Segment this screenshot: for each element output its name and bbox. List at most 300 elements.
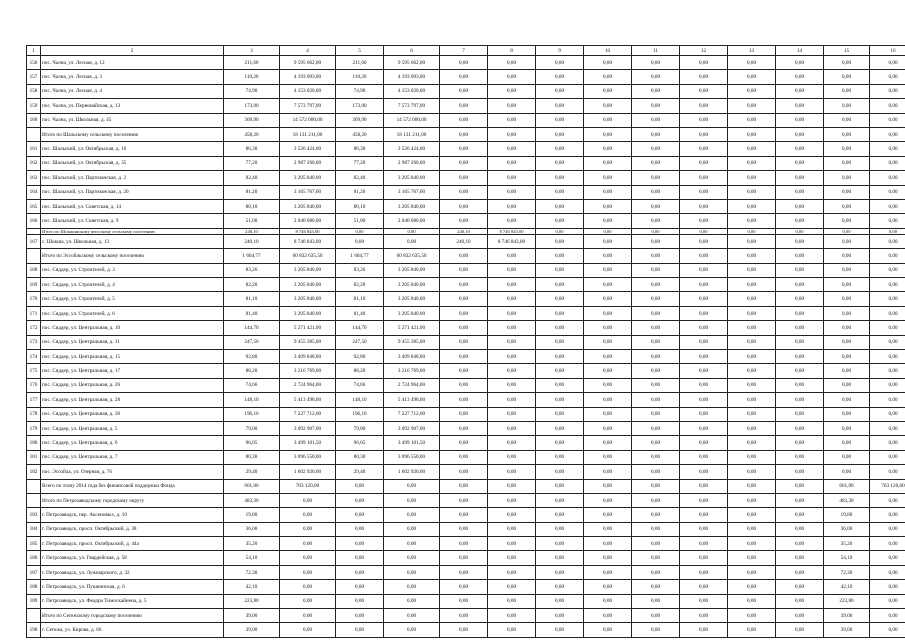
value-cell: 0,00 [280, 537, 336, 551]
value-cell: 0,00 [488, 292, 536, 306]
value-cell: 0,00 [824, 185, 870, 199]
address-cell: г. Петрозаводск, ул. Луначарского, д. 32 [41, 565, 224, 579]
row-number-cell: 160 [27, 113, 41, 127]
value-cell: 0,00 [536, 234, 584, 248]
address-cell: Всего по этапу 2014 года без финансовой поддержки Фонда [41, 479, 224, 493]
value-cell: 1 602 920,00 [280, 465, 336, 479]
value-cell: 0,00 [870, 335, 905, 349]
value-cell: 82,40 [224, 171, 280, 185]
value-cell: 0,00 [870, 594, 905, 608]
value-cell: 0,00 [280, 623, 336, 637]
value-cell: 0,00 [632, 436, 680, 450]
value-cell: 35,20 [224, 537, 280, 551]
value-cell: 173,00 [336, 99, 384, 113]
value-cell: 0,00 [584, 185, 632, 199]
table-row [27, 335, 905, 349]
value-cell: 9 595 662,00 [280, 56, 336, 70]
value-cell: 0,00 [870, 623, 905, 637]
value-cell: 0,00 [536, 84, 584, 98]
value-cell: 0,00 [584, 522, 632, 536]
value-cell: 0,00 [728, 292, 776, 306]
value-cell: 86,30 [224, 142, 280, 156]
value-cell: 0,00 [584, 292, 632, 306]
value-cell: 0,00 [536, 306, 584, 320]
value-cell: 0,00 [728, 84, 776, 98]
value-cell: 0,00 [728, 450, 776, 464]
value-cell: 0,00 [488, 407, 536, 421]
value-cell: 74,90 [336, 84, 384, 98]
value-cell: 0,00 [728, 156, 776, 170]
value-cell: 0,00 [536, 228, 584, 234]
value-cell: 0,00 [440, 565, 488, 579]
value-cell: 0,00 [824, 99, 870, 113]
column-header: 5 [336, 46, 384, 56]
value-cell: 0,00 [870, 142, 905, 156]
value-cell: 4 193 093,00 [280, 70, 336, 84]
row-number-cell: 178 [27, 407, 41, 421]
row-number-cell [27, 249, 41, 263]
value-cell: 3 526 424,00 [280, 142, 336, 156]
value-cell: 54,10 [824, 551, 870, 565]
value-cell: 0,00 [440, 292, 488, 306]
value-cell: 0,00 [776, 364, 824, 378]
value-cell: 0,00 [632, 263, 680, 277]
value-cell: 3 499 101,50 [280, 436, 336, 450]
value-cell: 0,00 [536, 508, 584, 522]
column-header: 15 [824, 46, 870, 56]
table-row [27, 234, 905, 248]
value-cell: 0,00 [632, 551, 680, 565]
value-cell: 0,00 [488, 623, 536, 637]
value-cell: 0,00 [680, 623, 728, 637]
value-cell: 0,00 [824, 113, 870, 127]
address-cell: г. Петрозаводск, ул. Пушкинская, д. 6 [41, 580, 224, 594]
value-cell: 703 120,00 [870, 479, 905, 493]
value-cell: 0,00 [680, 350, 728, 364]
value-cell: 0,00 [680, 321, 728, 335]
row-number-cell: 185 [27, 537, 41, 551]
value-cell: 0,00 [632, 56, 680, 70]
value-cell: 0,00 [870, 551, 905, 565]
housing-program-table [26, 45, 905, 638]
value-cell: 0,00 [584, 214, 632, 228]
value-cell: 82,20 [336, 278, 384, 292]
value-cell: 3 205 840,00 [384, 292, 440, 306]
value-cell: 2 040 080,00 [280, 214, 336, 228]
value-cell: 0,00 [584, 84, 632, 98]
address-cell: Итого по Шокшинскому вепсскому сельскому поселению [41, 228, 224, 234]
value-cell: 0,00 [584, 156, 632, 170]
value-cell: 0,00 [488, 99, 536, 113]
value-cell: 0,00 [440, 321, 488, 335]
value-cell: 0,00 [440, 623, 488, 637]
address-cell: пос. Сяддер, ул. Центральная, д. 30 [41, 407, 224, 421]
address-cell: г. Петрозаводск, просп. Октябрьский, д. 44а [41, 537, 224, 551]
value-cell: 3 205 840,00 [280, 292, 336, 306]
value-cell: 14 572 000,00 [384, 113, 440, 127]
table-row [27, 465, 905, 479]
value-cell: 96,05 [336, 436, 384, 450]
value-cell: 0,00 [536, 479, 584, 493]
value-cell: 0,00 [728, 70, 776, 84]
value-cell: 0,00 [584, 278, 632, 292]
table-row [27, 185, 905, 199]
value-cell: 0,00 [584, 335, 632, 349]
value-cell: 0,00 [536, 263, 584, 277]
row-number-cell: 162 [27, 156, 41, 170]
value-cell: 247,50 [224, 335, 280, 349]
value-cell: 0,00 [584, 378, 632, 392]
value-cell: 0,00 [728, 508, 776, 522]
value-cell: 2 040 080,00 [384, 214, 440, 228]
value-cell: 0,00 [336, 479, 384, 493]
value-cell: 0,00 [536, 350, 584, 364]
address-cell: пос. Чална, ул. Первомайская, д. 13 [41, 99, 224, 113]
value-cell: 0,00 [584, 171, 632, 185]
value-cell: 458,20 [224, 127, 280, 141]
value-cell: 3 205 840,00 [280, 199, 336, 213]
value-cell: 0,00 [870, 84, 905, 98]
value-cell: 7 573 797,00 [280, 99, 336, 113]
value-cell: 80,30 [224, 450, 280, 464]
table-row [27, 537, 905, 551]
value-cell: 0,00 [488, 594, 536, 608]
value-cell: 0,00 [680, 479, 728, 493]
value-cell: 0,00 [336, 580, 384, 594]
value-cell: 0,00 [280, 522, 336, 536]
value-cell: 0,00 [488, 551, 536, 565]
value-cell: 2 724 964,00 [280, 378, 336, 392]
subtotal-row [27, 127, 905, 141]
value-cell: 0,00 [728, 321, 776, 335]
value-cell: 0,00 [488, 436, 536, 450]
value-cell: 0,00 [536, 623, 584, 637]
value-cell: 483,30 [224, 493, 280, 507]
row-number-cell: 190 [27, 623, 41, 637]
value-cell: 0,00 [870, 199, 905, 213]
value-cell: 0,00 [728, 185, 776, 199]
value-cell: 0,00 [632, 350, 680, 364]
table-row [27, 171, 905, 185]
value-cell: 0,00 [536, 551, 584, 565]
value-cell: 80,10 [336, 199, 384, 213]
value-cell: 0,00 [440, 70, 488, 84]
value-cell: 0,00 [728, 249, 776, 263]
table-row [27, 393, 905, 407]
value-cell: 74,90 [224, 84, 280, 98]
value-cell: 0,00 [536, 56, 584, 70]
value-cell: 9 455 385,00 [280, 335, 336, 349]
value-cell: 0,00 [728, 56, 776, 70]
value-cell: 0,00 [776, 84, 824, 98]
value-cell: 0,00 [440, 127, 488, 141]
value-cell: 3 409 848,00 [280, 350, 336, 364]
value-cell: 54,10 [224, 551, 280, 565]
value-cell: 0,00 [680, 127, 728, 141]
value-cell: 0,00 [488, 580, 536, 594]
value-cell: 369,90 [224, 113, 280, 127]
value-cell: 0,00 [824, 84, 870, 98]
column-header: 8 [488, 46, 536, 56]
value-cell: 0,00 [440, 56, 488, 70]
value-cell: 81,10 [336, 292, 384, 306]
value-cell: 0,00 [488, 378, 536, 392]
value-cell: 0,00 [680, 378, 728, 392]
value-cell: 7 227 712,00 [280, 407, 336, 421]
value-cell: 0,00 [680, 228, 728, 234]
address-cell: Итого по Шальскому сельскому поселению [41, 127, 224, 141]
value-cell: 0,00 [488, 450, 536, 464]
value-cell: 0,00 [824, 364, 870, 378]
value-cell: 1 602 920,00 [384, 465, 440, 479]
value-cell: 82,20 [224, 278, 280, 292]
value-cell: 0,00 [824, 335, 870, 349]
value-cell: 0,00 [584, 609, 632, 623]
address-cell: пос. Чална, ул. Лесная, д. 12 [41, 56, 224, 70]
value-cell: 211,60 [224, 56, 280, 70]
row-number-cell: 176 [27, 378, 41, 392]
value-cell: 0,00 [728, 436, 776, 450]
address-cell: Итого по Сегежскому городскому поселению [41, 609, 224, 623]
value-cell: 0,00 [680, 465, 728, 479]
address-cell: Итого по Эссойльскому сельскому поселению [41, 249, 224, 263]
value-cell: 0,00 [536, 199, 584, 213]
address-cell: г. Петрозаводск, просп. Октябрьский, д. 38 [41, 522, 224, 536]
value-cell: 0,00 [336, 493, 384, 507]
value-cell: 0,00 [632, 465, 680, 479]
value-cell: 0,00 [280, 609, 336, 623]
value-cell: 0,00 [632, 171, 680, 185]
address-cell: пос. Сяддер, ул. Центральная, д. 10 [41, 321, 224, 335]
value-cell: 0,00 [728, 335, 776, 349]
value-cell: 0,00 [824, 350, 870, 364]
table-row [27, 508, 905, 522]
value-cell: 0,00 [776, 249, 824, 263]
value-cell: 0,00 [870, 450, 905, 464]
value-cell: 0,00 [488, 565, 536, 579]
address-cell: пос. Сяддер, ул. Центральная, д. 6 [41, 436, 224, 450]
value-cell: 148,10 [336, 393, 384, 407]
value-cell: 0,00 [536, 436, 584, 450]
value-cell: 8 746 843,00 [488, 234, 536, 248]
value-cell: 661,00 [224, 479, 280, 493]
value-cell: 0,00 [488, 393, 536, 407]
value-cell: 0,00 [776, 565, 824, 579]
value-cell: 0,00 [584, 565, 632, 579]
value-cell: 1 604,77 [336, 249, 384, 263]
table-row [27, 321, 905, 335]
value-cell: 0,00 [776, 127, 824, 141]
value-cell: 3 165 767,00 [280, 185, 336, 199]
value-cell: 86,30 [336, 142, 384, 156]
value-cell: 148,10 [224, 393, 280, 407]
value-cell: 0,00 [384, 234, 440, 248]
value-cell: 0,00 [384, 228, 440, 234]
value-cell: 144,70 [336, 321, 384, 335]
value-cell: 0,00 [536, 393, 584, 407]
value-cell: 8 746 843,00 [280, 228, 336, 234]
table-row [27, 551, 905, 565]
value-cell: 0,00 [584, 350, 632, 364]
value-cell: 240,10 [440, 228, 488, 234]
value-cell: 0,00 [280, 551, 336, 565]
value-cell: 2 987 260,00 [280, 156, 336, 170]
value-cell: 0,00 [728, 113, 776, 127]
value-cell: 240,10 [224, 234, 280, 248]
value-cell: 3 205 840,00 [280, 263, 336, 277]
value-cell: 0,00 [824, 234, 870, 248]
value-cell: 0,00 [728, 142, 776, 156]
value-cell: 0,00 [680, 537, 728, 551]
column-header: 10 [584, 46, 632, 56]
value-cell: 0,00 [680, 306, 728, 320]
row-number-cell: 177 [27, 393, 41, 407]
row-number-cell: 189 [27, 594, 41, 608]
value-cell: 0,00 [870, 113, 905, 127]
value-cell: 9 455 385,00 [384, 335, 440, 349]
value-cell: 0,00 [776, 407, 824, 421]
value-cell: 0,00 [632, 278, 680, 292]
value-cell: 0,00 [776, 56, 824, 70]
table-row [27, 214, 905, 228]
value-cell: 0,00 [776, 321, 824, 335]
value-cell: 3 092 907,00 [384, 421, 440, 435]
value-cell: 0,00 [776, 185, 824, 199]
value-cell: 0,00 [440, 199, 488, 213]
value-cell: 0,00 [680, 522, 728, 536]
value-cell: 19,80 [224, 508, 280, 522]
value-cell: 661,00 [824, 479, 870, 493]
value-cell: 0,00 [440, 214, 488, 228]
value-cell: 0,00 [584, 228, 632, 234]
value-cell: 0,00 [440, 522, 488, 536]
address-cell: пос. Чална, ул. Лесная, д. 3 [41, 70, 224, 84]
address-cell: пос. Сяддер, ул. Центральная, д. 28 [41, 393, 224, 407]
value-cell: 0,00 [584, 263, 632, 277]
value-cell: 0,00 [632, 623, 680, 637]
value-cell: 3 216 769,00 [384, 364, 440, 378]
row-number-cell: 180 [27, 436, 41, 450]
value-cell: 0,00 [632, 580, 680, 594]
address-cell: с. Шокша, ул. Школьная, д. 13 [41, 234, 224, 248]
value-cell: 3 165 767,00 [384, 185, 440, 199]
value-cell: 3 526 424,00 [384, 142, 440, 156]
address-cell: пос. Чална, ул. Школьная, д. 45 [41, 113, 224, 127]
value-cell: 0,00 [440, 156, 488, 170]
value-cell: 0,00 [336, 537, 384, 551]
value-cell: 7 227 712,00 [384, 407, 440, 421]
value-cell: 0,00 [824, 199, 870, 213]
value-cell: 223,80 [224, 594, 280, 608]
value-cell: 0,00 [824, 450, 870, 464]
address-cell: пос. Сяддер, ул. Центральная, д. 7 [41, 450, 224, 464]
value-cell: 0,00 [440, 479, 488, 493]
value-cell: 0,00 [632, 421, 680, 435]
value-cell: 0,00 [776, 522, 824, 536]
value-cell: 0,00 [776, 551, 824, 565]
address-cell: пос. Сяддер, ул. Центральная, д. 15 [41, 350, 224, 364]
value-cell: 0,00 [870, 278, 905, 292]
value-cell: 110,20 [336, 70, 384, 84]
value-cell: 0,00 [384, 522, 440, 536]
value-cell: 247,50 [336, 335, 384, 349]
value-cell: 0,00 [336, 228, 384, 234]
value-cell: 0,00 [584, 551, 632, 565]
value-cell: 0,00 [384, 479, 440, 493]
row-number-cell: 188 [27, 580, 41, 594]
value-cell: 144,70 [224, 321, 280, 335]
value-cell: 0,00 [776, 278, 824, 292]
value-cell: 0,00 [824, 214, 870, 228]
table-row [27, 565, 905, 579]
value-cell: 42,10 [824, 580, 870, 594]
value-cell: 0,00 [632, 70, 680, 84]
value-cell: 0,00 [584, 56, 632, 70]
value-cell: 0,00 [584, 199, 632, 213]
value-cell: 0,00 [776, 623, 824, 637]
value-cell: 0,00 [870, 70, 905, 84]
value-cell: 0,00 [824, 171, 870, 185]
value-cell: 4 153 020,00 [384, 84, 440, 98]
value-cell: 0,00 [728, 551, 776, 565]
value-cell: 0,00 [776, 450, 824, 464]
value-cell: 0,00 [336, 234, 384, 248]
value-cell: 0,00 [824, 228, 870, 234]
value-cell: 0,00 [488, 364, 536, 378]
address-cell: Итого по Петрозаводскому городскому округу [41, 493, 224, 507]
value-cell: 0,00 [824, 407, 870, 421]
value-cell: 0,00 [440, 142, 488, 156]
value-cell: 0,00 [488, 465, 536, 479]
value-cell: 3 096 550,00 [280, 450, 336, 464]
value-cell: 72,30 [824, 565, 870, 579]
value-cell: 0,00 [440, 113, 488, 127]
value-cell: 0,00 [870, 228, 905, 234]
address-cell: пос. Сяддер, ул. Центральная, д. 17 [41, 364, 224, 378]
value-cell: 2 987 260,00 [384, 156, 440, 170]
value-cell: 0,00 [728, 565, 776, 579]
value-cell: 0,00 [776, 594, 824, 608]
value-cell: 0,00 [680, 565, 728, 579]
value-cell: 211,60 [336, 56, 384, 70]
value-cell: 0,00 [680, 393, 728, 407]
value-cell: 0,00 [680, 214, 728, 228]
value-cell: 0,00 [824, 436, 870, 450]
value-cell: 0,00 [680, 609, 728, 623]
value-cell: 51,00 [336, 214, 384, 228]
value-cell: 0,00 [680, 594, 728, 608]
value-cell: 369,90 [336, 113, 384, 127]
value-cell: 5 413 498,00 [280, 393, 336, 407]
value-cell: 0,00 [280, 508, 336, 522]
value-cell: 0,00 [824, 127, 870, 141]
value-cell: 39,00 [224, 623, 280, 637]
value-cell: 0,00 [584, 537, 632, 551]
value-cell: 0,00 [336, 508, 384, 522]
value-cell: 0,00 [728, 263, 776, 277]
value-cell: 0,00 [536, 70, 584, 84]
value-cell: 0,00 [728, 421, 776, 435]
value-cell: 0,00 [870, 127, 905, 141]
value-cell: 0,00 [728, 580, 776, 594]
value-cell: 0,00 [870, 537, 905, 551]
value-cell: 18 131 211,00 [384, 127, 440, 141]
value-cell: 0,00 [870, 156, 905, 170]
value-cell: 0,00 [384, 537, 440, 551]
value-cell: 0,00 [536, 465, 584, 479]
value-cell: 0,00 [584, 249, 632, 263]
value-cell: 14 572 000,00 [280, 113, 336, 127]
